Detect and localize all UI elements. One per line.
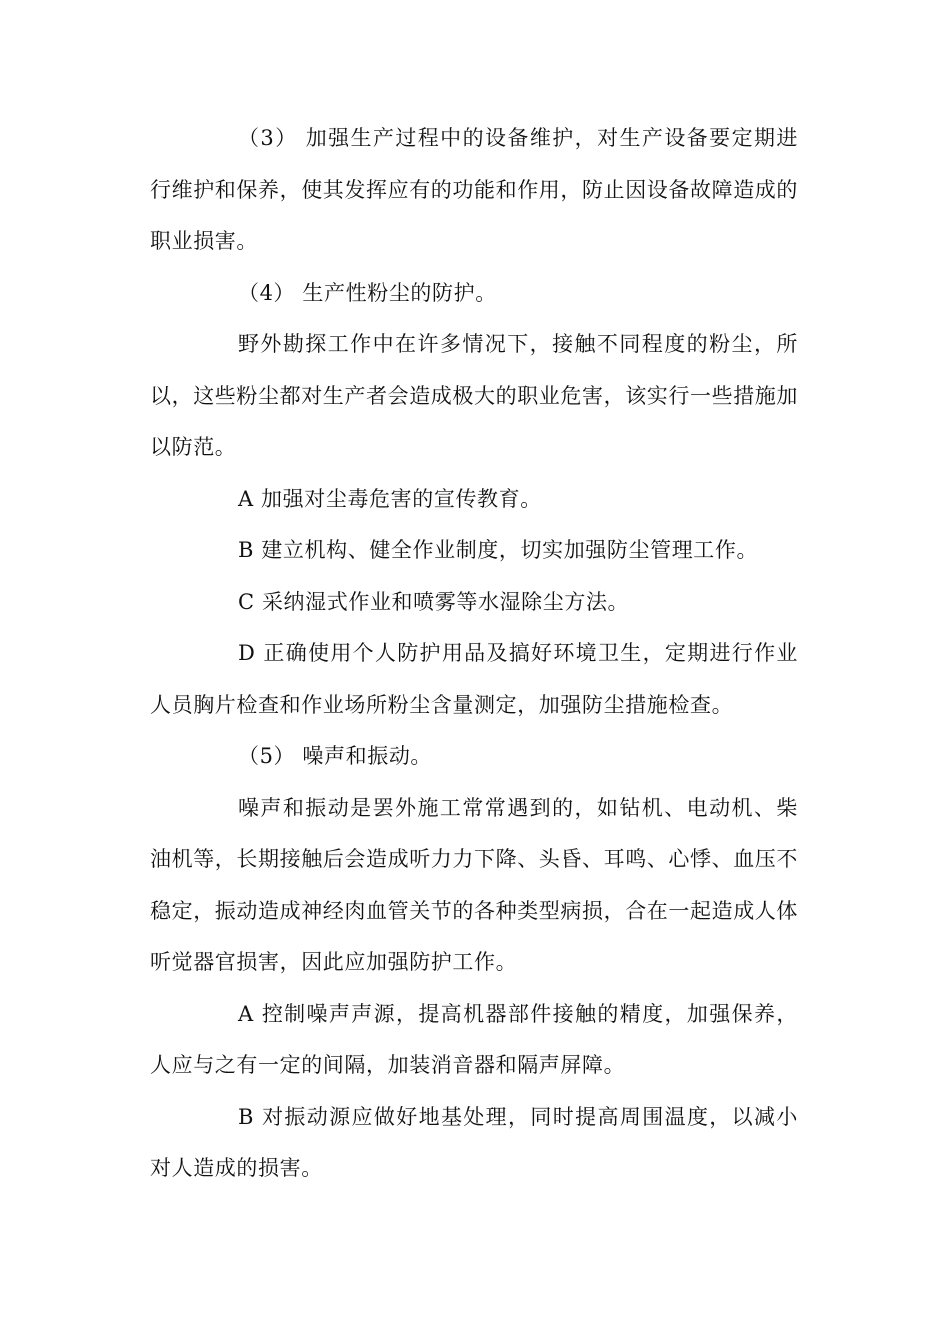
paragraph-dust-intro: 野外勘探工作中在许多情况下，接触不同程度的粉尘，所以，这些粉尘都对生产者会造成极大的职业危害，该实行一些措施加以防范。 [150, 332, 798, 459]
paragraph-equipment-maintenance: （3） 加强生产过程中的设备维护，对生产设备要定期进行维护和保养，使其发挥应有的功能和作用，防止因设备故障造成的职业损害。 [150, 126, 798, 253]
noise-measure-a: A 控制噪声声源，提高机器部件接触的精度，加强保养，人应与之有一定的间隔，加装消音器和隔声屏障。 [150, 1001, 798, 1077]
noise-measure-b: B 对振动源应做好地基处理，同时提高周围温度，以减小对人造成的损害。 [150, 1104, 798, 1180]
heading-dust-protection: （4） 生产性粉尘的防护。 [238, 280, 497, 305]
dust-measure-a: A 加强对尘毒危害的宣传教育。 [238, 486, 542, 511]
dust-measure-d: D 正确使用个人防护用品及搞好环境卫生，定期进行作业人员胸片检查和作业场所粉尘含量测定，加强防尘措施检查。 [150, 641, 798, 717]
document-body [150, 113, 798, 1195]
paragraph-noise-intro: 噪声和振动是罢外施工常常遇到的，如钻机、电动机、柴油机等，长期接触后会造成听力力下降、头昏、耳鸣、心悸、血压不稳定，振动造成神经肉血管关节的各种类型病损，合在一起造成人体听觉器官损害，因此应加强防护工作。 [150, 795, 798, 974]
heading-noise-vibration: （5） 噪声和振动。 [238, 744, 433, 768]
dust-measure-c: C 采纳湿式作业和喷雾等水湿除尘方法。 [238, 589, 630, 614]
dust-measure-b: B 建立机构、健全作业制度，切实加强防尘管理工作。 [238, 538, 759, 562]
